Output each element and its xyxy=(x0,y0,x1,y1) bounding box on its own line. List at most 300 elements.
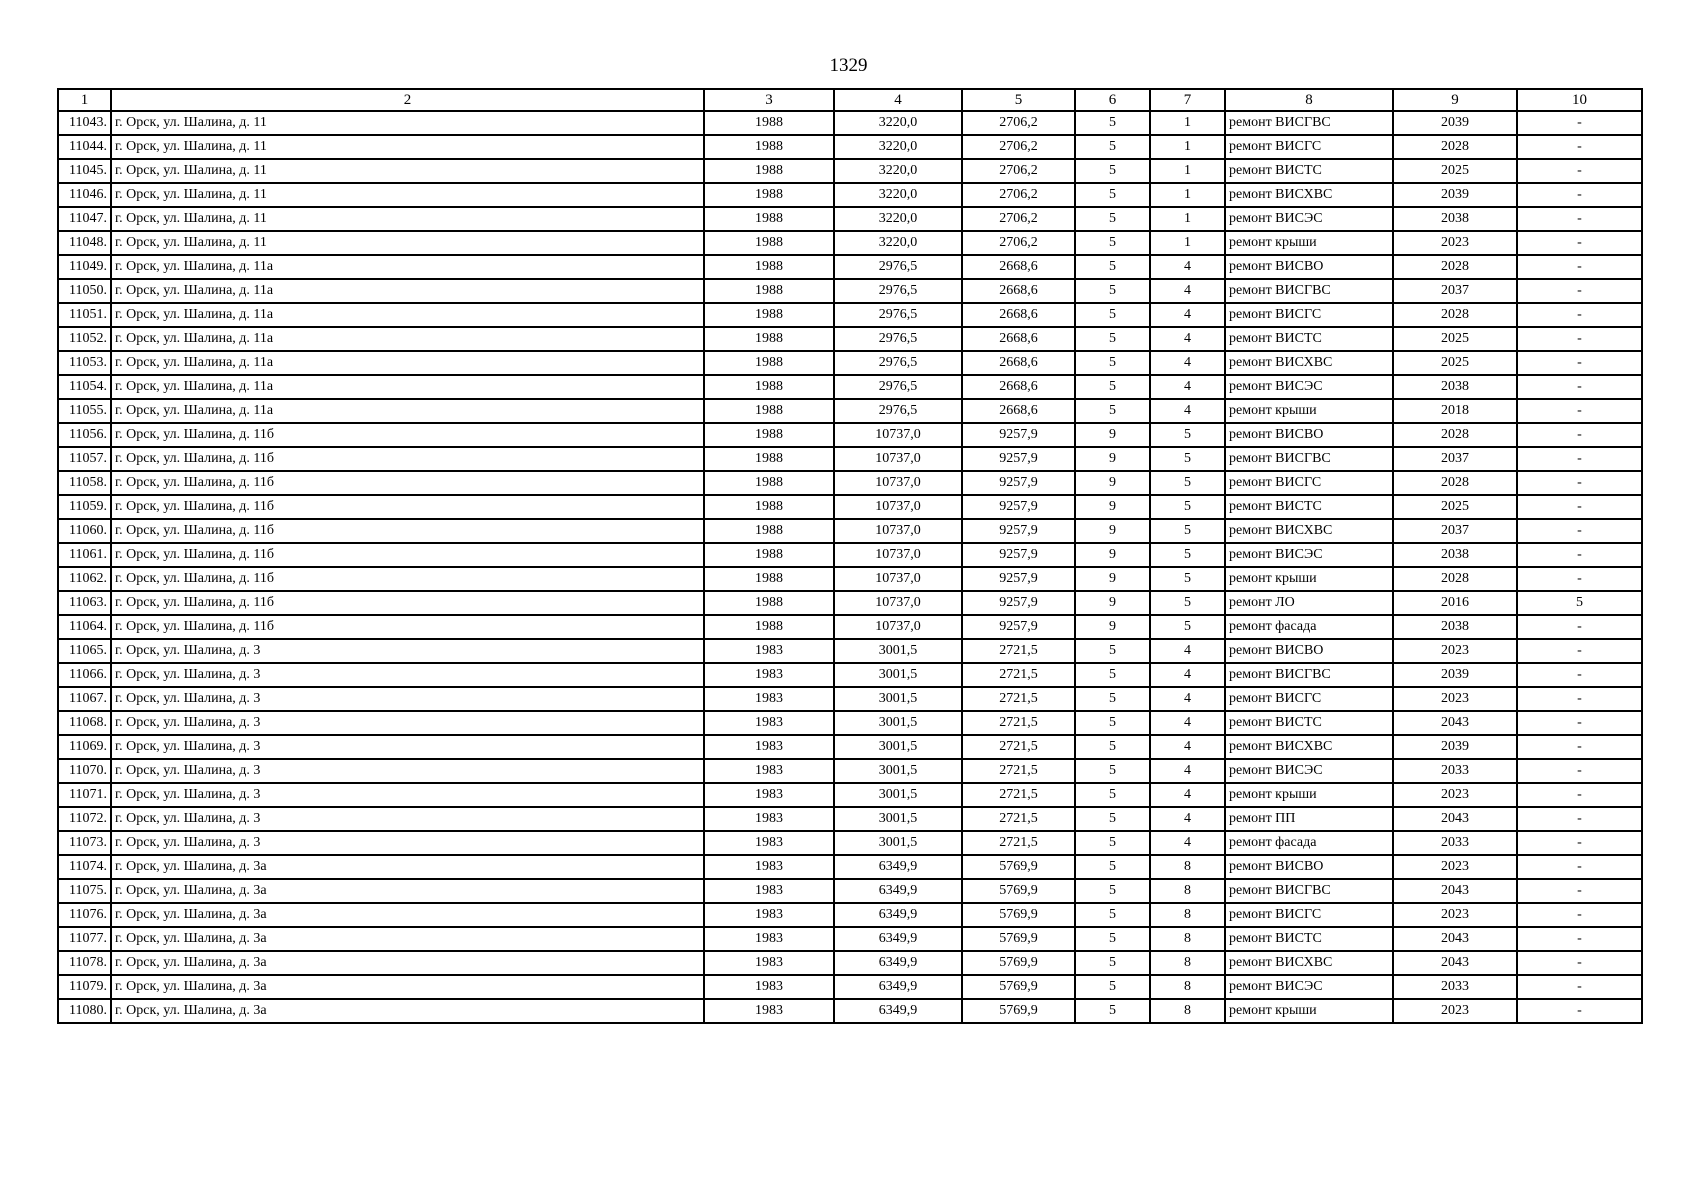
row-number-cell: 11043. xyxy=(58,111,111,135)
entrances-cell: 4 xyxy=(1150,639,1225,663)
work-type-cell: ремонт крыши xyxy=(1225,567,1393,591)
floors-cell: 5 xyxy=(1075,255,1150,279)
col10-cell: - xyxy=(1517,687,1642,711)
total-area-cell: 6349,9 xyxy=(834,927,962,951)
planned-year-cell: 2023 xyxy=(1393,639,1517,663)
planned-year-cell: 2018 xyxy=(1393,399,1517,423)
table-row xyxy=(58,399,1642,423)
planned-year-cell: 2025 xyxy=(1393,327,1517,351)
year-cell: 1988 xyxy=(704,423,834,447)
entrances-cell: 5 xyxy=(1150,423,1225,447)
floors-cell: 5 xyxy=(1075,711,1150,735)
table-row xyxy=(58,999,1642,1023)
address-cell: г. Орск, ул. Шалина, д. 11б xyxy=(111,447,704,471)
address-cell: г. Орск, ул. Шалина, д. 3а xyxy=(111,855,704,879)
row-number-cell: 11076. xyxy=(58,903,111,927)
table-row xyxy=(58,951,1642,975)
living-area-cell: 2721,5 xyxy=(962,687,1075,711)
living-area-cell: 9257,9 xyxy=(962,447,1075,471)
floors-cell: 5 xyxy=(1075,111,1150,135)
total-area-cell: 3001,5 xyxy=(834,807,962,831)
row-number-cell: 11045. xyxy=(58,159,111,183)
col10-cell: - xyxy=(1517,615,1642,639)
living-area-cell: 2721,5 xyxy=(962,783,1075,807)
floors-cell: 5 xyxy=(1075,399,1150,423)
address-cell: г. Орск, ул. Шалина, д. 11 xyxy=(111,135,704,159)
address-cell: г. Орск, ул. Шалина, д. 3а xyxy=(111,975,704,999)
planned-year-cell: 2038 xyxy=(1393,375,1517,399)
address-cell: г. Орск, ул. Шалина, д. 3 xyxy=(111,735,704,759)
year-cell: 1988 xyxy=(704,615,834,639)
address-cell: г. Орск, ул. Шалина, д. 11б xyxy=(111,423,704,447)
col10-cell: - xyxy=(1517,663,1642,687)
work-type-cell: ремонт ВИСТС xyxy=(1225,327,1393,351)
table-row xyxy=(58,807,1642,831)
row-number-cell: 11051. xyxy=(58,303,111,327)
column-header: 10 xyxy=(1517,89,1642,111)
address-cell: г. Орск, ул. Шалина, д. 3 xyxy=(111,639,704,663)
row-number-cell: 11065. xyxy=(58,639,111,663)
address-cell: г. Орск, ул. Шалина, д. 11а xyxy=(111,303,704,327)
living-area-cell: 2721,5 xyxy=(962,711,1075,735)
work-type-cell: ремонт крыши xyxy=(1225,231,1393,255)
planned-year-cell: 2028 xyxy=(1393,135,1517,159)
floors-cell: 5 xyxy=(1075,303,1150,327)
floors-cell: 5 xyxy=(1075,855,1150,879)
address-cell: г. Орск, ул. Шалина, д. 11а xyxy=(111,327,704,351)
living-area-cell: 2668,6 xyxy=(962,303,1075,327)
planned-year-cell: 2037 xyxy=(1393,519,1517,543)
address-cell: г. Орск, ул. Шалина, д. 11 xyxy=(111,183,704,207)
entrances-cell: 8 xyxy=(1150,999,1225,1023)
floors-cell: 5 xyxy=(1075,927,1150,951)
entrances-cell: 8 xyxy=(1150,879,1225,903)
year-cell: 1988 xyxy=(704,543,834,567)
living-area-cell: 2706,2 xyxy=(962,183,1075,207)
total-area-cell: 3220,0 xyxy=(834,231,962,255)
col10-cell: - xyxy=(1517,999,1642,1023)
address-cell: г. Орск, ул. Шалина, д. 3 xyxy=(111,687,704,711)
floors-cell: 5 xyxy=(1075,831,1150,855)
total-area-cell: 3001,5 xyxy=(834,759,962,783)
col10-cell: - xyxy=(1517,303,1642,327)
living-area-cell: 2668,6 xyxy=(962,255,1075,279)
living-area-cell: 2668,6 xyxy=(962,279,1075,303)
living-area-cell: 5769,9 xyxy=(962,927,1075,951)
planned-year-cell: 2043 xyxy=(1393,879,1517,903)
planned-year-cell: 2039 xyxy=(1393,183,1517,207)
year-cell: 1988 xyxy=(704,567,834,591)
planned-year-cell: 2039 xyxy=(1393,735,1517,759)
work-type-cell: ремонт ВИСВО xyxy=(1225,855,1393,879)
table-row xyxy=(58,111,1642,135)
year-cell: 1983 xyxy=(704,807,834,831)
total-area-cell: 2976,5 xyxy=(834,303,962,327)
col10-cell: - xyxy=(1517,807,1642,831)
work-type-cell: ремонт ВИСЭС xyxy=(1225,543,1393,567)
table-row xyxy=(58,255,1642,279)
table-row xyxy=(58,495,1642,519)
floors-cell: 5 xyxy=(1075,135,1150,159)
total-area-cell: 10737,0 xyxy=(834,519,962,543)
row-number-cell: 11075. xyxy=(58,879,111,903)
planned-year-cell: 2033 xyxy=(1393,975,1517,999)
year-cell: 1983 xyxy=(704,975,834,999)
table-row xyxy=(58,759,1642,783)
year-cell: 1988 xyxy=(704,471,834,495)
year-cell: 1988 xyxy=(704,519,834,543)
living-area-cell: 2706,2 xyxy=(962,231,1075,255)
table-row xyxy=(58,831,1642,855)
work-type-cell: ремонт ВИСГВС xyxy=(1225,279,1393,303)
col10-cell: - xyxy=(1517,711,1642,735)
total-area-cell: 2976,5 xyxy=(834,255,962,279)
address-cell: г. Орск, ул. Шалина, д. 3 xyxy=(111,807,704,831)
living-area-cell: 9257,9 xyxy=(962,519,1075,543)
year-cell: 1988 xyxy=(704,495,834,519)
table-row xyxy=(58,543,1642,567)
entrances-cell: 4 xyxy=(1150,351,1225,375)
year-cell: 1983 xyxy=(704,879,834,903)
address-cell: г. Орск, ул. Шалина, д. 3а xyxy=(111,999,704,1023)
col10-cell: - xyxy=(1517,831,1642,855)
column-header: 6 xyxy=(1075,89,1150,111)
year-cell: 1983 xyxy=(704,855,834,879)
column-header: 4 xyxy=(834,89,962,111)
planned-year-cell: 2043 xyxy=(1393,711,1517,735)
total-area-cell: 3001,5 xyxy=(834,711,962,735)
planned-year-cell: 2023 xyxy=(1393,783,1517,807)
column-header: 8 xyxy=(1225,89,1393,111)
floors-cell: 9 xyxy=(1075,519,1150,543)
floors-cell: 5 xyxy=(1075,975,1150,999)
address-cell: г. Орск, ул. Шалина, д. 11а xyxy=(111,375,704,399)
floors-cell: 5 xyxy=(1075,735,1150,759)
col10-cell: - xyxy=(1517,159,1642,183)
total-area-cell: 10737,0 xyxy=(834,423,962,447)
floors-cell: 5 xyxy=(1075,759,1150,783)
living-area-cell: 5769,9 xyxy=(962,879,1075,903)
col10-cell: - xyxy=(1517,903,1642,927)
work-type-cell: ремонт ВИСТС xyxy=(1225,495,1393,519)
entrances-cell: 1 xyxy=(1150,207,1225,231)
table-row xyxy=(58,663,1642,687)
total-area-cell: 10737,0 xyxy=(834,615,962,639)
floors-cell: 9 xyxy=(1075,615,1150,639)
row-number-cell: 11049. xyxy=(58,255,111,279)
work-type-cell: ремонт ВИСЭС xyxy=(1225,975,1393,999)
floors-cell: 5 xyxy=(1075,375,1150,399)
planned-year-cell: 2025 xyxy=(1393,159,1517,183)
total-area-cell: 6349,9 xyxy=(834,879,962,903)
address-cell: г. Орск, ул. Шалина, д. 11б xyxy=(111,471,704,495)
year-cell: 1983 xyxy=(704,831,834,855)
table-row xyxy=(58,519,1642,543)
row-number-cell: 11054. xyxy=(58,375,111,399)
work-type-cell: ремонт ВИСЭС xyxy=(1225,207,1393,231)
row-number-cell: 11060. xyxy=(58,519,111,543)
table-row xyxy=(58,927,1642,951)
total-area-cell: 3001,5 xyxy=(834,831,962,855)
entrances-cell: 5 xyxy=(1150,519,1225,543)
work-type-cell: ремонт ВИСХВС xyxy=(1225,735,1393,759)
total-area-cell: 10737,0 xyxy=(834,447,962,471)
floors-cell: 5 xyxy=(1075,807,1150,831)
table-row xyxy=(58,375,1642,399)
planned-year-cell: 2043 xyxy=(1393,951,1517,975)
col10-cell: - xyxy=(1517,375,1642,399)
year-cell: 1988 xyxy=(704,591,834,615)
address-cell: г. Орск, ул. Шалина, д. 11б xyxy=(111,519,704,543)
living-area-cell: 5769,9 xyxy=(962,975,1075,999)
address-cell: г. Орск, ул. Шалина, д. 3 xyxy=(111,783,704,807)
year-cell: 1988 xyxy=(704,351,834,375)
year-cell: 1988 xyxy=(704,327,834,351)
table-row xyxy=(58,567,1642,591)
col10-cell: - xyxy=(1517,207,1642,231)
planned-year-cell: 2039 xyxy=(1393,111,1517,135)
work-type-cell: ремонт ВИСХВС xyxy=(1225,351,1393,375)
planned-year-cell: 2028 xyxy=(1393,471,1517,495)
planned-year-cell: 2025 xyxy=(1393,495,1517,519)
address-cell: г. Орск, ул. Шалина, д. 3 xyxy=(111,663,704,687)
table-row xyxy=(58,975,1642,999)
col10-cell: - xyxy=(1517,231,1642,255)
total-area-cell: 2976,5 xyxy=(834,327,962,351)
row-number-cell: 11057. xyxy=(58,447,111,471)
address-cell: г. Орск, ул. Шалина, д. 11а xyxy=(111,351,704,375)
year-cell: 1983 xyxy=(704,927,834,951)
floors-cell: 5 xyxy=(1075,663,1150,687)
entrances-cell: 5 xyxy=(1150,543,1225,567)
col10-cell: - xyxy=(1517,135,1642,159)
total-area-cell: 3220,0 xyxy=(834,135,962,159)
entrances-cell: 4 xyxy=(1150,303,1225,327)
address-cell: г. Орск, ул. Шалина, д. 3а xyxy=(111,951,704,975)
table-row xyxy=(58,687,1642,711)
entrances-cell: 5 xyxy=(1150,471,1225,495)
total-area-cell: 3220,0 xyxy=(834,207,962,231)
col10-cell: - xyxy=(1517,495,1642,519)
work-type-cell: ремонт ВИСВО xyxy=(1225,255,1393,279)
column-header: 3 xyxy=(704,89,834,111)
work-type-cell: ремонт ЛО xyxy=(1225,591,1393,615)
year-cell: 1988 xyxy=(704,255,834,279)
planned-year-cell: 2037 xyxy=(1393,447,1517,471)
planned-year-cell: 2038 xyxy=(1393,207,1517,231)
year-cell: 1983 xyxy=(704,759,834,783)
row-number-cell: 11073. xyxy=(58,831,111,855)
floors-cell: 5 xyxy=(1075,327,1150,351)
living-area-cell: 5769,9 xyxy=(962,903,1075,927)
floors-cell: 5 xyxy=(1075,879,1150,903)
total-area-cell: 10737,0 xyxy=(834,567,962,591)
year-cell: 1988 xyxy=(704,399,834,423)
living-area-cell: 2706,2 xyxy=(962,207,1075,231)
row-number-cell: 11079. xyxy=(58,975,111,999)
living-area-cell: 9257,9 xyxy=(962,567,1075,591)
living-area-cell: 5769,9 xyxy=(962,855,1075,879)
year-cell: 1988 xyxy=(704,183,834,207)
col10-cell: - xyxy=(1517,975,1642,999)
table-row xyxy=(58,207,1642,231)
table-row xyxy=(58,351,1642,375)
living-area-cell: 2668,6 xyxy=(962,327,1075,351)
row-number-cell: 11066. xyxy=(58,663,111,687)
floors-cell: 9 xyxy=(1075,495,1150,519)
row-number-cell: 11077. xyxy=(58,927,111,951)
table-row xyxy=(58,879,1642,903)
total-area-cell: 3001,5 xyxy=(834,783,962,807)
work-type-cell: ремонт ВИСВО xyxy=(1225,423,1393,447)
col10-cell: - xyxy=(1517,927,1642,951)
total-area-cell: 10737,0 xyxy=(834,495,962,519)
col10-cell: - xyxy=(1517,183,1642,207)
planned-year-cell: 2028 xyxy=(1393,423,1517,447)
work-type-cell: ремонт фасада xyxy=(1225,831,1393,855)
floors-cell: 5 xyxy=(1075,183,1150,207)
floors-cell: 5 xyxy=(1075,999,1150,1023)
living-area-cell: 9257,9 xyxy=(962,615,1075,639)
planned-year-cell: 2028 xyxy=(1393,303,1517,327)
table-row xyxy=(58,423,1642,447)
floors-cell: 5 xyxy=(1075,951,1150,975)
floors-cell: 9 xyxy=(1075,423,1150,447)
year-cell: 1983 xyxy=(704,711,834,735)
year-cell: 1983 xyxy=(704,735,834,759)
table-row xyxy=(58,183,1642,207)
row-number-cell: 11050. xyxy=(58,279,111,303)
work-type-cell: ремонт фасада xyxy=(1225,615,1393,639)
work-type-cell: ремонт крыши xyxy=(1225,399,1393,423)
living-area-cell: 5769,9 xyxy=(962,999,1075,1023)
year-cell: 1988 xyxy=(704,447,834,471)
total-area-cell: 6349,9 xyxy=(834,999,962,1023)
work-type-cell: ремонт ВИСХВС xyxy=(1225,183,1393,207)
total-area-cell: 10737,0 xyxy=(834,543,962,567)
entrances-cell: 4 xyxy=(1150,783,1225,807)
entrances-cell: 4 xyxy=(1150,711,1225,735)
table-row xyxy=(58,447,1642,471)
table-row xyxy=(58,303,1642,327)
work-type-cell: ремонт ВИСТС xyxy=(1225,711,1393,735)
work-type-cell: ремонт ВИСГВС xyxy=(1225,111,1393,135)
col10-cell: - xyxy=(1517,327,1642,351)
work-type-cell: ремонт ВИСГВС xyxy=(1225,663,1393,687)
work-type-cell: ремонт ВИСГС xyxy=(1225,135,1393,159)
total-area-cell: 6349,9 xyxy=(834,855,962,879)
total-area-cell: 2976,5 xyxy=(834,399,962,423)
living-area-cell: 2668,6 xyxy=(962,399,1075,423)
entrances-cell: 4 xyxy=(1150,831,1225,855)
entrances-cell: 1 xyxy=(1150,231,1225,255)
col10-cell: 5 xyxy=(1517,591,1642,615)
table-row xyxy=(58,471,1642,495)
year-cell: 1988 xyxy=(704,135,834,159)
col10-cell: - xyxy=(1517,879,1642,903)
floors-cell: 5 xyxy=(1075,351,1150,375)
row-number-cell: 11059. xyxy=(58,495,111,519)
entrances-cell: 4 xyxy=(1150,759,1225,783)
col10-cell: - xyxy=(1517,519,1642,543)
year-cell: 1983 xyxy=(704,999,834,1023)
address-cell: г. Орск, ул. Шалина, д. 11а xyxy=(111,255,704,279)
entrances-cell: 8 xyxy=(1150,927,1225,951)
registry-table xyxy=(57,88,1643,1024)
work-type-cell: ремонт ВИСТС xyxy=(1225,159,1393,183)
col10-cell: - xyxy=(1517,111,1642,135)
planned-year-cell: 2023 xyxy=(1393,687,1517,711)
living-area-cell: 2706,2 xyxy=(962,159,1075,183)
col10-cell: - xyxy=(1517,423,1642,447)
year-cell: 1988 xyxy=(704,207,834,231)
total-area-cell: 10737,0 xyxy=(834,591,962,615)
column-header: 9 xyxy=(1393,89,1517,111)
planned-year-cell: 2023 xyxy=(1393,855,1517,879)
entrances-cell: 1 xyxy=(1150,111,1225,135)
row-number-cell: 11080. xyxy=(58,999,111,1023)
table-row xyxy=(58,327,1642,351)
work-type-cell: ремонт ВИСТС xyxy=(1225,927,1393,951)
address-cell: г. Орск, ул. Шалина, д. 3 xyxy=(111,711,704,735)
entrances-cell: 8 xyxy=(1150,855,1225,879)
floors-cell: 9 xyxy=(1075,567,1150,591)
total-area-cell: 2976,5 xyxy=(834,279,962,303)
col10-cell: - xyxy=(1517,399,1642,423)
row-number-cell: 11071. xyxy=(58,783,111,807)
row-number-cell: 11062. xyxy=(58,567,111,591)
table-row xyxy=(58,231,1642,255)
total-area-cell: 3220,0 xyxy=(834,159,962,183)
total-area-cell: 3001,5 xyxy=(834,735,962,759)
page-number: 1329 xyxy=(829,55,868,76)
table-row xyxy=(58,615,1642,639)
col10-cell: - xyxy=(1517,351,1642,375)
row-number-cell: 11063. xyxy=(58,591,111,615)
living-area-cell: 9257,9 xyxy=(962,543,1075,567)
living-area-cell: 9257,9 xyxy=(962,591,1075,615)
entrances-cell: 8 xyxy=(1150,975,1225,999)
total-area-cell: 3220,0 xyxy=(834,111,962,135)
row-number-cell: 11070. xyxy=(58,759,111,783)
year-cell: 1983 xyxy=(704,663,834,687)
address-cell: г. Орск, ул. Шалина, д. 3а xyxy=(111,879,704,903)
col10-cell: - xyxy=(1517,639,1642,663)
total-area-cell: 6349,9 xyxy=(834,951,962,975)
living-area-cell: 2706,2 xyxy=(962,135,1075,159)
planned-year-cell: 2033 xyxy=(1393,831,1517,855)
row-number-cell: 11048. xyxy=(58,231,111,255)
living-area-cell: 2668,6 xyxy=(962,351,1075,375)
column-header: 2 xyxy=(111,89,704,111)
entrances-cell: 4 xyxy=(1150,687,1225,711)
work-type-cell: ремонт ВИСЭС xyxy=(1225,375,1393,399)
table-row xyxy=(58,591,1642,615)
address-cell: г. Орск, ул. Шалина, д. 11 xyxy=(111,159,704,183)
col10-cell: - xyxy=(1517,447,1642,471)
row-number-cell: 11044. xyxy=(58,135,111,159)
address-cell: г. Орск, ул. Шалина, д. 11б xyxy=(111,615,704,639)
row-number-cell: 11046. xyxy=(58,183,111,207)
row-number-cell: 11052. xyxy=(58,327,111,351)
year-cell: 1988 xyxy=(704,279,834,303)
floors-cell: 9 xyxy=(1075,591,1150,615)
year-cell: 1988 xyxy=(704,111,834,135)
planned-year-cell: 2038 xyxy=(1393,615,1517,639)
floors-cell: 9 xyxy=(1075,543,1150,567)
living-area-cell: 2721,5 xyxy=(962,735,1075,759)
entrances-cell: 4 xyxy=(1150,327,1225,351)
